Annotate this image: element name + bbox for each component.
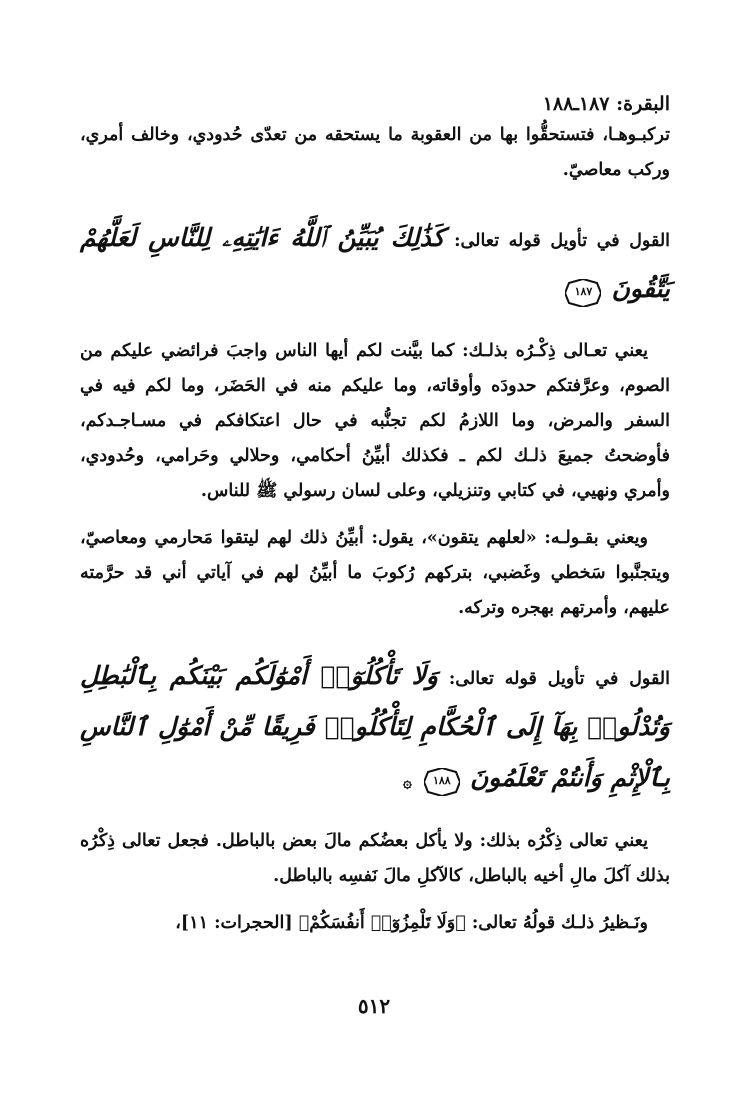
paragraph-5 [80,906,670,941]
quran-quote: ﴿وَلَا تَلْمِزُوٓا۟ أَنفُسَكُمْ﴾ [298,912,466,933]
verse-188-block [80,652,670,806]
ayah-number-marker [565,279,601,307]
ayah-number: ١٨٨ [432,773,451,787]
verse-187-intro: القول في تأويل قوله تعالى: [454,231,671,251]
verse-187-text: كَذَٰلِكَ يُبَيِّنُ ٱللَّهُ ءَايَٰتِهِۦ لِلنَّاسِ لَعَلَّهُمْ يَتَّقُونَ [80,223,670,303]
surah-reference: [الحجرات: ١١]، [175,912,293,933]
paragraph-1: تركبـوهـا، فتستحقُّوا بها من العقوبة ما يستحقه من تعدّى حُدودي، وخالف أمري، وركب معاصيّ. [80,125,670,180]
page-number: ٥١٢ [357,994,391,1018]
page-header [80,90,670,118]
ayah-number-marker [424,768,460,796]
paragraph-2: يعني تعـالى ذِكْـرُه بذلـك: كما بيَّنت لكم أيها الناس واجبَ فرائضي عليكم من الصوم، وعرَّفتكم حدودَه وأوقاته، وما عليكم منه في الحَضَر، وما لكم فيه في السفر والمرض، وما اللازمُ لكم تجنُّبه في حال اعتكافكم في مسـاجـدكم، فأوضحتُ جميعَ ذلـك لكم ـ فكذلك أبيِّنُ أحكامي، وحلالي وحَرامي، وحُدودي، وأمري ونهيي، في كتابي وتنزيلي، وعلى لسان رسولي ﷺ للناس. [80,341,670,501]
paragraph-3: ويعني بقـولـه: «لعلهم يتقون»، يقول: أبيِّنُ ذلك لهم ليتقوا مَحارمي ومعاصيّ، ويتجنَّبوا سَخطي وغَضبي، بتركهم رُكوبَ ما أبيِّنُ لهم في آياتي أني قد حرَّمته عليهم، وأمرتهم بهجره وتركه. [80,528,670,618]
paragraph-4: يعني تعالى ذِكْرُه بذلك: ولا يأكل بعضُكم مالَ بعض بالباطل. فجعل تعالى ذِكْرُه بذلك آكلَ مالِ أخيه بالباطل، كالآكلِ مالَ نَفسِه بالباطل. [80,830,670,886]
verse-188-intro: القول في تأويل قوله تعالى: [448,669,670,689]
verse-187-block [80,214,670,316]
page-content [80,90,670,953]
hizb-star-icon: ۞ [402,772,412,791]
ayah-number: ١٨٧ [574,284,593,298]
verse-188-text: وَلَا تَأْكُلُوٓا۟ أَمْوَٰلَكُم بَيْنَكُم بِٱلْبَٰطِلِ وَتُدْلُوا۟ بِهَآ إِلَى ٱلْحُكَّامِ لِتَأْكُلُوا۟ فَرِيقًا مِّنْ أَمْوَٰلِ ٱلنَّاسِ بِٱلْإِثْمِ وَأَنتُمْ تَعْلَمُونَ [80,661,670,792]
running-title: البقرة: ١٨٧ـ١٨٨ [542,93,670,115]
paragraph-5-text: ونَـظيرُ ذلـك قولُهُ تعالى: [471,912,648,933]
